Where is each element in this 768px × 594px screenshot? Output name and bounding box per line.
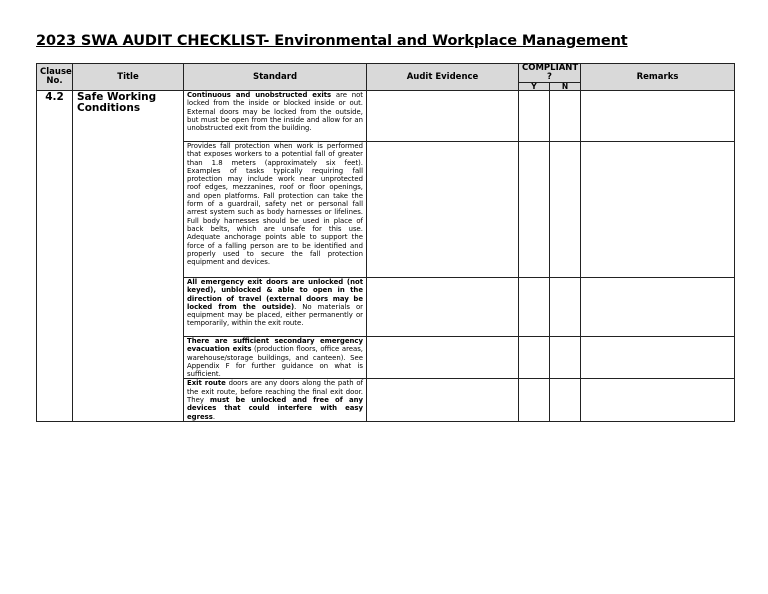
remarks-cell[interactable] [581, 379, 735, 422]
audit-evidence-cell[interactable] [367, 142, 519, 278]
compliant-yes-cell[interactable] [519, 142, 550, 278]
standard-text: doors are any doors along the path of the exit route, before reaching the final exit door. They [187, 379, 364, 405]
standard-bold: All emergency exit doors are unlocked (not keyed), unblocked & able to open in the direction of travel (external doors may be locked from the outside) [187, 278, 363, 311]
compliant-yes-cell[interactable] [519, 91, 550, 142]
remarks-cell[interactable] [581, 91, 735, 142]
section-title: Safe Working Conditions [73, 91, 184, 422]
header-title: Title [73, 64, 184, 91]
standard-text: Provides fall protection when work is performed that exposes workers to a potential fall of greater than 1.8 meters (approximately six feet). Examples of tasks typically requiring fall protection may include work near unprotected roof edges, mezzanines, roof or floor openings, and open platforms. Fall protection can take the form of a guardrail, safety net or personal fall arrest system such as body harnesses or lifelines. Full body harnesses should be used in place of back belts, which are unsafe for this use. Adequate anchorage points able to support the force of a falling person are to be identified and properly used to secure the fall protection equipment and devices. [187, 142, 363, 267]
document-title: 2023 SWA AUDIT CHECKLIST- Environmental and Workplace Management [36, 33, 628, 49]
audit-evidence-cell[interactable] [367, 91, 519, 142]
header-clause: Clause No. [37, 64, 73, 91]
compliant-no-cell[interactable] [550, 278, 581, 337]
compliant-yes-cell[interactable] [519, 278, 550, 337]
standard-bold: Exit route [187, 379, 226, 388]
table-row [37, 91, 735, 142]
clause-number: 4.2 [37, 91, 73, 422]
remarks-cell[interactable] [581, 142, 735, 278]
remarks-cell[interactable] [581, 278, 735, 337]
compliant-yes-cell[interactable] [519, 379, 550, 422]
remarks-cell[interactable] [581, 337, 735, 379]
compliant-yes-cell[interactable] [519, 337, 550, 379]
header-yes: Y [519, 83, 550, 91]
header-audit-evidence: Audit Evidence [367, 64, 519, 91]
standard-cell [184, 337, 367, 379]
standard-cell [184, 142, 367, 278]
compliant-no-cell[interactable] [550, 337, 581, 379]
header-compliant: COMPLIANT ? [519, 64, 581, 83]
audit-checklist-table [36, 63, 735, 422]
standard-bold: There are sufficient secondary emergency evacuation exits [187, 337, 363, 354]
standard-text: (production floors, office areas, warehouse/storage buildings, and canteen). See Appendix F for further guidance on what is sufficient. [187, 345, 364, 379]
standard-text: . [212, 412, 216, 421]
compliant-no-cell[interactable] [550, 142, 581, 278]
standard-cell [184, 91, 367, 142]
audit-evidence-cell[interactable] [367, 337, 519, 379]
header-no: N [550, 83, 581, 91]
compliant-no-cell[interactable] [550, 91, 581, 142]
standard-bold: must be unlocked and free of any devices that could interfere with easy egress [187, 396, 363, 421]
audit-evidence-cell[interactable] [367, 278, 519, 337]
header-standard: Standard [184, 64, 367, 91]
standard-cell [184, 278, 367, 337]
audit-evidence-cell[interactable] [367, 379, 519, 422]
standard-bold: Continuous and unobstructed exits [187, 91, 332, 99]
compliant-no-cell[interactable] [550, 379, 581, 422]
standard-text: . No materials or equipment may be placed, either permanently or temporarily, within the exit route. [187, 302, 363, 328]
standard-text: are not locked from the inside or blocked inside or out. External doors may be locked from the outside, but must be open from the inside and allow for an unobstructed exit from the building. [187, 91, 364, 133]
standard-cell [184, 379, 367, 422]
header-remarks: Remarks [581, 64, 735, 91]
